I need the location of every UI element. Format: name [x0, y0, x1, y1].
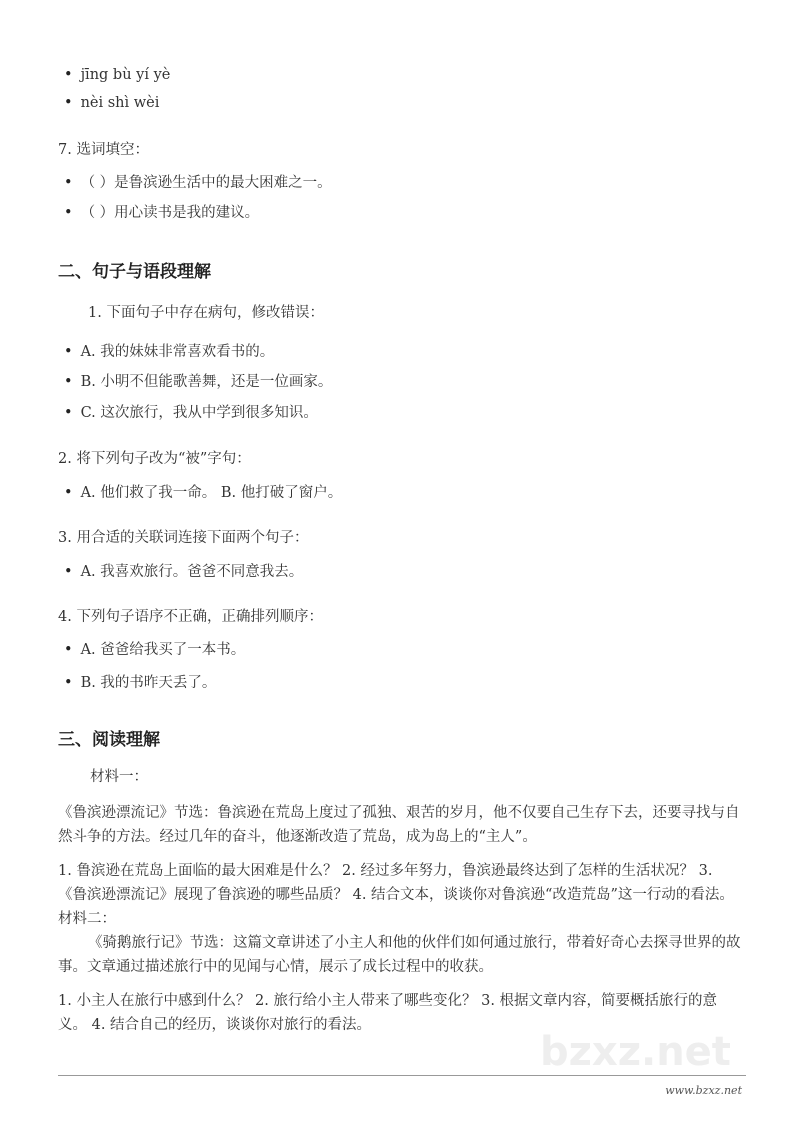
list-item: • A. 他们救了我一命。 B. 他打破了窗户。 [64, 483, 342, 503]
material-text: 《鲁滨逊漂流记》节选：鲁滨逊在荒岛上度过了孤独、艰苦的岁月，他不仅要自己生存下去，还要寻找与自然斗争的方法。经过几年的奋斗，他逐渐改造了荒岛，成为岛上的“主人”。 [58, 805, 740, 845]
section-heading: 三、阅读理解 [58, 730, 160, 750]
material-label: 材料一： [90, 769, 148, 785]
list-item: • （ ）用心读书是我的建议。 [64, 203, 259, 223]
list-item: • nèi shì wèi [64, 93, 159, 113]
watermark: bzxz.net [540, 1029, 731, 1075]
footer-divider [58, 1075, 746, 1076]
question-title: 1. 下面句子中存在病句，修改错误： [88, 305, 324, 321]
reading-section [58, 767, 746, 1047]
list-item: • B. 小明不但能歌善舞，还是一位画家。 [64, 372, 332, 392]
list-item: • A. 我喜欢旅行。爸爸不同意我去。 [64, 562, 303, 582]
list-item: • （ ）是鲁滨逊生活中的最大困难之一。 [64, 173, 332, 193]
list-item: • jīng bù yí yè [64, 65, 170, 85]
list-item: • A. 我的妹妹非常喜欢看书的。 [64, 342, 274, 362]
material-questions: 1. 鲁滨逊在荒岛上面临的最大困难是什么？ 2. 经过多年努力，鲁滨逊最终达到了怎样的生活状况？ 3. 《鲁滨逊漂流记》展现了鲁滨逊的哪些品质？ 4. 结合文本，谈谈你对鲁滨逊“改造荒岛”这一行动的看法。 材料二： [58, 863, 734, 927]
question-title: 4. 下列句子语序不正确，正确排列顺序： [58, 609, 323, 625]
list-item: • A. 爸爸给我买了一本书。 [64, 640, 245, 660]
question-title: 3. 用合适的关联词连接下面两个句子： [58, 530, 309, 546]
question-title: 7. 选词填空： [58, 142, 149, 158]
material-questions: 1. 小主人在旅行中感到什么？ 2. 旅行给小主人带来了哪些变化？ 3. 根据文章内容，简要概括旅行的意义。 4. 结合自己的经历，谈谈你对旅行的看法。 [58, 993, 718, 1033]
material-text: 《骑鹅旅行记》节选：这篇文章讲述了小主人和他的伙伴们如何通过旅行，带着好奇心去探寻世界的故事。文章通过描述旅行中的见闻与心情，展示了成长过程中的收获。 [58, 935, 741, 975]
list-item: • B. 我的书昨天丢了。 [64, 673, 216, 693]
footer-url: www.bzxz.net [665, 1084, 742, 1097]
question-title: 2. 将下列句子改为“被”字句： [58, 451, 251, 467]
section-heading: 二、句子与语段理解 [58, 262, 211, 282]
list-item: • C. 这次旅行，我从中学到很多知识。 [64, 403, 318, 423]
